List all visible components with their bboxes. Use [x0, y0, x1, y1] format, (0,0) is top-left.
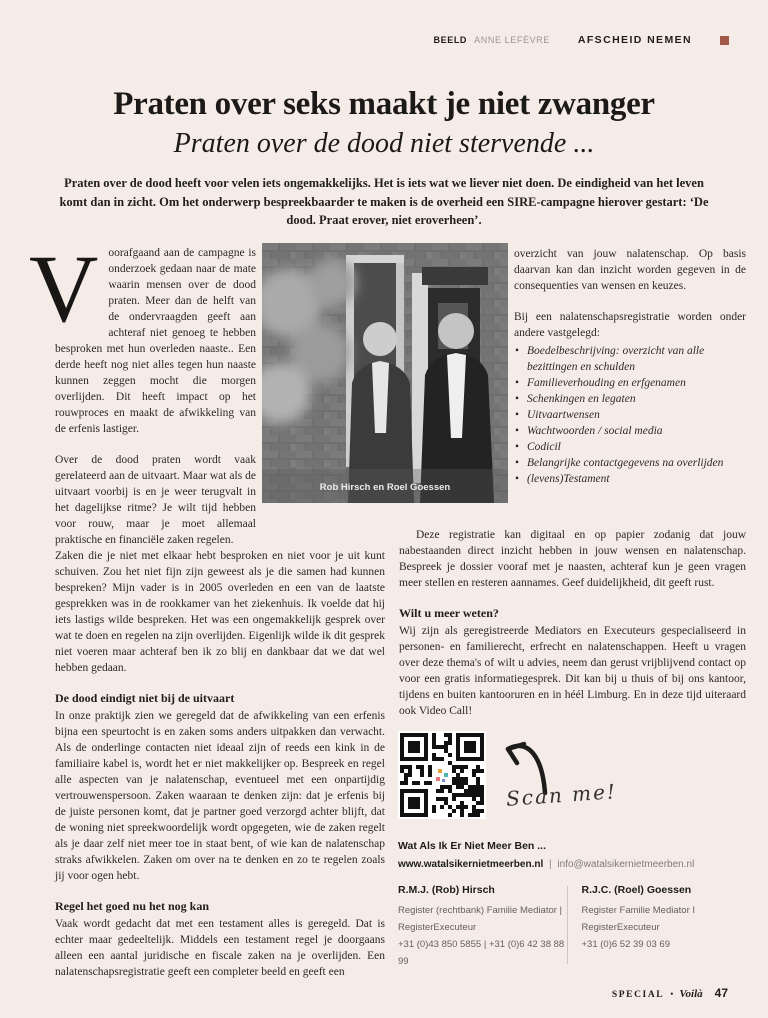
article-left-column [29, 235, 385, 980]
section-accent-square [720, 36, 729, 45]
registratie-list-item: • (levens)Testament [514, 471, 746, 487]
footer-magazine-name: Voilà [679, 988, 703, 1000]
article-right-bottom [399, 527, 746, 719]
contact-role: Register (rechtbank) Familie Mediator | [398, 905, 563, 916]
photo-credit-name: ANNE LEFÈVRE [474, 35, 550, 45]
paragraph-testament: Vaak wordt gedacht dat met een testament alles is geregeld. Dat is echter maar gedeeltelijk. Middels een testament regel je doorgaans alleen een aantal juridische en fiscale zaken na je overlijden. Een nalatenschapsregistratie geeft een completer beeld en geeft een [55, 918, 385, 978]
company-links [398, 859, 694, 870]
paragraph-campagne-text: oorafgaand aan de campagne is onderzoek gedaan naar de mate waarin mensen over de dood praten. Meer dan de helft van de ondervraagden geeft aan achteraf niet genoeg te hebben besproken met hun overleden naaste.. Een derde heeft nog niet alles tegen hun naaste kunnen zeggen mocht die morgen overlijden. Dit heeft impact op het rouwproces en maakt de afwikkeling van de erfenis lastiger. [55, 247, 256, 435]
registratie-list [514, 343, 746, 487]
paragraph-praktijk: In onze praktijk zien we geregeld dat de afwikkeling van een erfenis bijna een speurtocht is en zaken soms anders uitpakken dan verwacht. Als de onderlinge contacten niet ideaal zijn of reeds een kink in de familiaire kabel is, wordt het er niet makkelijker op. Bespreek en regel alle aspecten van je nalatenschap, eventueel met een onpartijdig vertrouwenspersoon. Zaken waaraan te denken zijn: dat je erfenis bij de juiste personen komt, dat je partner goed verzorgd achter blijft, dat de woning niet spreekwoordelijk wordt opgegeten, wie de zaken regelt als je daar zelf niet meer toe in staat bent, of wie kan de nalatenschap straks afwikkelen. Zaken om over na te denken en zo te regelen zoals jij voor ogen hebt. [55, 710, 385, 882]
footer-bullet: • [670, 989, 674, 999]
contact-card-rob [398, 884, 567, 970]
scan-me-label: Scan me! [505, 779, 618, 811]
paragraph-registratie: Deze registratie kan digitaal en op papier zodanig dat jouw nabestaanden direct inzicht hebben in jouw wensen en nalatenschap. Bespreek je dossier vooraf met je naasten, achteraf kun je geen vragen meer stellen en resteren aannames. Geef duidelijkheid, dit geeft rust. [399, 529, 746, 589]
contact-cards [398, 884, 750, 970]
paragraph-overzicht: overzicht van jouw nalatenschap. Op basis daarvan kan dan inzicht worden gegeven in de consequenties van wensen en keuzes. [514, 248, 746, 292]
qr-section [398, 731, 617, 819]
heading-meer-weten: Wilt u meer weten? [399, 606, 499, 620]
paragraph-campagne [29, 235, 256, 437]
list-intro: Bij een nalatenschapsregistratie worden onder andere vastgelegd: [514, 311, 746, 339]
section-title: AFSCHEID NEMEN [577, 34, 692, 46]
contact-phone: +31 (0)43 850 5855 | +31 (0)6 42 38 88 99 [398, 939, 565, 967]
article-title: Praten over seks maakt je niet zwanger [113, 86, 655, 122]
paragraph-uitvaart: Over de dood praten wordt vaak gerelateerd aan de uitvaart. Maar wat als de uitvaart voorbij is en je weer terugvalt in het dagelijkse ritme? Je wilt tijd hebben voor rouw, maar je moet allemaal praktische en financiële zaken regelen. [55, 454, 256, 546]
registratie-list-item: • Familieverhouding en erfgenamen [514, 375, 746, 391]
photo-caption: Rob Hirsch en Roel Goessen [319, 482, 451, 493]
qr-code [398, 731, 486, 819]
paragraph-bespreken: Zaken die je niet met elkaar hebt besproken en niet voor je uit kunt schuiven. Zou het niet fijn zijn geweest als je die samen had kunnen bespreken? Mijn vader is in 2005 overleden en een van de laatste gesprekken was in de rookkamer van het ziekenhuis. Ik voelde dat hij iets lastigs wilde bespreken. Het was een ongemakkelijk gesprek over wat te doen en regelen na zijn overlijden. Eigenlijk wilde ik dit gesprek niet voeren maar achteraf ben ik zo blij en dankbaar dat we dat wel hebben gedaan. [55, 550, 385, 674]
page-footer [612, 986, 728, 1000]
footer-page-number: 47 [714, 986, 728, 1000]
heading-dood-eindigt-niet: De dood eindigt niet bij de uitvaart [55, 691, 235, 705]
registratie-list-item: • Schenkingen en legaten [514, 391, 746, 407]
contact-role: Register Familie Mediator I [581, 905, 696, 916]
photo-credit-label: BEELD [433, 35, 468, 45]
company-email-link[interactable]: info@watalsikernietmeerben.nl [557, 859, 695, 870]
contact-card-roel [582, 884, 751, 970]
contact-role: RegisterExecuteur [581, 922, 660, 933]
article-intro: Praten over de dood heeft voor velen iets ongemakkelijks. Het is iets wat we liever niet doen. De eindigheid van het leven komt dan in zicht. Om het onderwerp bespreekbaarder te maken is de overheid een SIRE-campagne hierover gestart: ‘De dood. Praat erover, niet eroverheen’. [59, 176, 709, 227]
links-separator: | [549, 859, 552, 870]
footer-special-label: SPECIAL [611, 990, 665, 1000]
registratie-list-item: • Belangrijke contactgegevens na overlijden [514, 455, 746, 471]
page-header [434, 34, 729, 46]
contact-phone: +31 (0)6 52 39 03 69 [581, 939, 670, 950]
company-website-link[interactable]: www.watalsikernietmeerben.nl [398, 859, 544, 870]
registratie-list-item: • Codicil [514, 439, 746, 455]
contact-role: RegisterExecuteur [398, 922, 477, 933]
dropcap-letter: V [29, 235, 99, 342]
contact-name: R.J.C. (Roel) Goessen [581, 884, 692, 896]
company-name: Wat Als Ik Er Niet Meer Ben ... [398, 840, 547, 852]
qr-code-graphic [400, 733, 484, 817]
heading-regel-het-goed: Regel het goed nu het nog kan [55, 899, 210, 913]
paragraph-mediators: Wij zijn als geregistreerde Mediators en Executeurs gespecialiseerd in personen- en familierecht, erfrecht en nalatenschappen. Heeft u vragen over deze thema's of wilt u advies, neem dan gerust vrijblijvend contact op voor een gratis informatiegesprek. Dit kan bij u thuis of bij ons kantoor, tijdens en buiten kantooruren en in héél Limburg. En in deze tijd uiteraard ook Video Call! [399, 625, 746, 717]
contact-name: R.M.J. (Rob) Hirsch [398, 884, 495, 896]
article-subtitle: Praten over de dood niet stervende ... [173, 128, 595, 159]
article-right-column [514, 246, 746, 487]
registratie-list-item: • Uitvaartwensen [514, 407, 746, 423]
registratie-list-item: • Wachtwoorden / social media [514, 423, 746, 439]
company-block [398, 840, 694, 870]
contact-divider [567, 886, 568, 964]
registratie-list-item: • Boedelbeschrijving: overzicht van alle bezittingen en schulden [514, 343, 746, 375]
photo-credit [434, 35, 550, 45]
